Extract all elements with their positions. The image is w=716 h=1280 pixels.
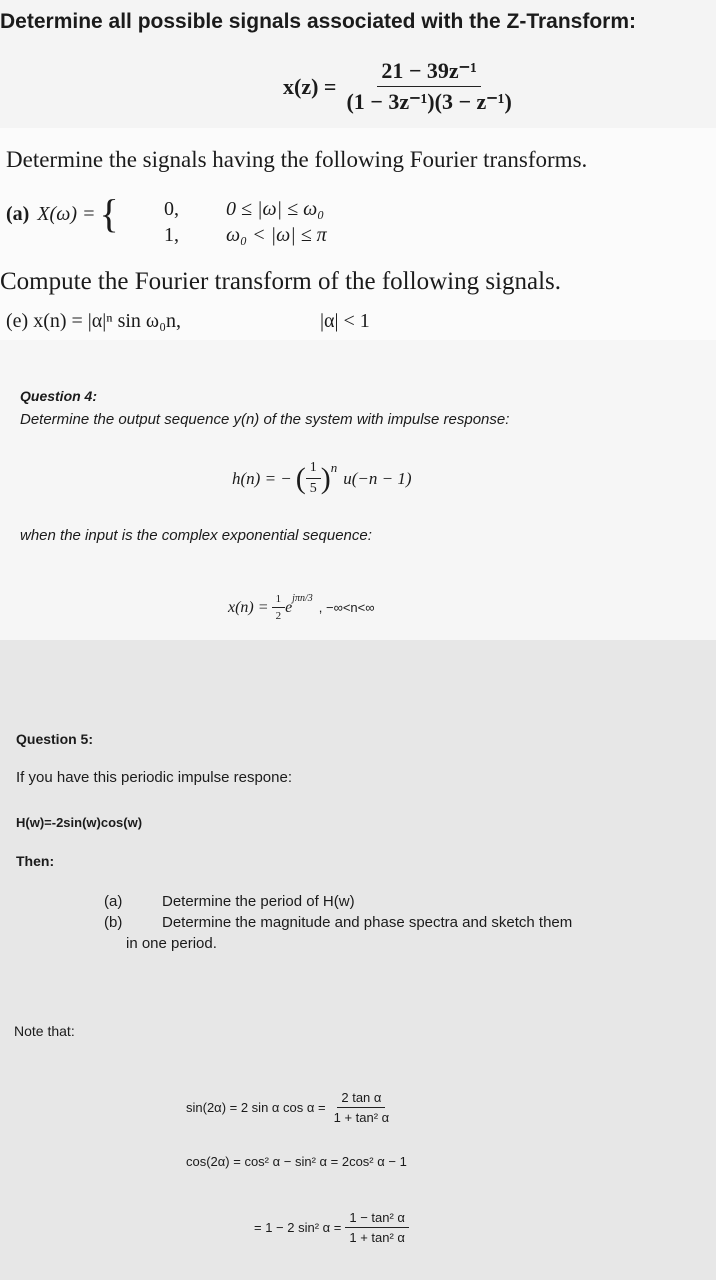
compute-heading: Compute the Fourier transform of the following signals. [0,268,562,295]
case2-value: 1, [164,224,179,246]
question4-input-text: when the input is the complex exponential sequence: [20,527,372,544]
ztransform-heading: Determine all possible signals associated with the Z-Transform: [0,10,636,33]
ztransform-fraction [342,58,515,115]
input-sequence-equation [228,593,375,622]
cos2a-den: 1 + tan² α [349,1230,405,1245]
part-e-condition: |α| < 1 [320,310,370,332]
piecewise-brace: { [99,191,119,236]
left-paren: ( [295,461,306,495]
fourier-part-a [6,191,119,236]
fourier-heading: Determine the signals having the following Fourier transforms. [6,147,588,172]
cos2a-alt-lhs: = 1 − 2 sin² α = [254,1220,342,1235]
x-lhs: x(n) = [228,598,269,616]
x-fraction [272,593,286,622]
sin2a-den: 1 + tan² α [333,1110,390,1125]
h-frac-num: 1 [306,460,321,479]
ztransform-lhs: x(z) = [283,73,337,99]
impulse-response-equation [232,460,412,497]
ztransform-equation [283,58,516,115]
case1-condition: 0 ≤ |ω| ≤ ω₀ [226,198,325,220]
x-base: e [285,598,293,616]
part-a-text: Determine the period of H(w) [162,893,355,910]
part-b-marker: (b) [104,914,123,931]
part-e-expression: (e) x(n) = |α|ⁿ sin ω₀n, [6,310,182,332]
h-frac-den: 5 [309,481,317,496]
x-frac-den: 2 [275,610,282,622]
h-fraction [306,460,321,497]
sin2a-lhs: sin(2α) = 2 sin α cos α = [186,1100,326,1115]
x-range: , −∞<n<∞ [318,600,375,615]
x-exponent: jπn/3 [292,593,313,604]
h-exponent: n [330,460,338,475]
sin2a-fraction [330,1090,394,1125]
question5-section-bg [0,640,716,1280]
case2-condition: ω₀ < |ω| ≤ π [226,224,327,246]
question4-prompt: Determine the output sequence y(n) of the system with impulse response: [20,411,510,428]
part-a-label: (a) [6,202,30,225]
part-b-text: Determine the magnitude and phase spectra and sketch them [162,914,573,931]
question5-then: Then: [16,853,55,869]
cos2a-alt-identity [254,1210,409,1245]
sin2a-identity [186,1090,393,1125]
cos2a-num: 1 − tan² α [345,1210,409,1228]
h-lhs: h(n) = − [232,468,292,488]
question4-title: Question 4: [20,388,98,404]
ztransform-numerator: 21 − 39z⁻¹ [377,58,481,87]
question5-equation: H(w)=-2sin(w)cos(w) [16,815,143,830]
cos2a-identity: cos(2α) = cos² α − sin² α = 2cos² α − 1 [186,1154,407,1169]
note-title: Note that: [14,1023,75,1039]
case1-value: 0, [164,198,179,220]
sin2a-num: 2 tan α [337,1090,385,1108]
right-paren: ) [320,461,331,495]
question5-prompt: If you have this periodic impulse respone: [16,769,292,786]
part-b-text-continued: in one period. [126,935,217,952]
cos2a-fraction [345,1210,409,1245]
x-frac-num: 1 [272,593,286,608]
ztransform-denominator: (1 − 3z⁻¹)(3 − z⁻¹) [346,89,512,114]
part-a-marker: (a) [104,893,123,910]
part-a-lhs: X(ω) = [37,202,96,225]
h-rest: u(−n − 1) [343,468,412,488]
question5-title: Question 5: [16,731,94,747]
